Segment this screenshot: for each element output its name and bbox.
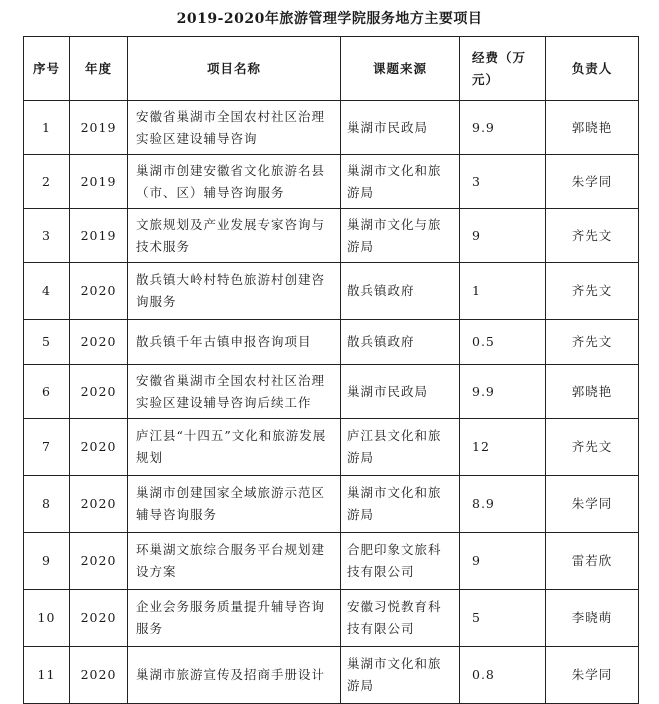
cell-source: 庐江县文化和旅游局 <box>341 419 460 476</box>
cell-no: 5 <box>24 320 70 365</box>
cell-name: 散兵镇千年古镇申报咨询项目 <box>128 320 341 365</box>
header-row <box>24 37 639 101</box>
table-row <box>24 209 639 263</box>
table-row <box>24 590 639 647</box>
document-title: 2019-2020年旅游管理学院服务地方主要项目 <box>176 11 483 27</box>
cell-no: 2 <box>24 155 70 209</box>
cell-year: 2020 <box>70 320 128 365</box>
cell-owner: 齐先文 <box>546 320 639 365</box>
header-no: 序号 <box>24 37 70 101</box>
cell-source: 散兵镇政府 <box>341 263 460 320</box>
cell-name: 巢湖市旅游宣传及招商手册设计 <box>128 647 341 704</box>
cell-name: 企业会务服务质量提升辅导咨询服务 <box>128 590 341 647</box>
cell-owner: 齐先文 <box>546 263 639 320</box>
cell-year: 2020 <box>70 533 128 590</box>
header-source: 课题来源 <box>341 37 460 101</box>
cell-no: 3 <box>24 209 70 263</box>
cell-owner: 郭晓艳 <box>546 101 639 155</box>
cell-year: 2020 <box>70 647 128 704</box>
header-name: 项目名称 <box>128 37 341 101</box>
header-owner: 负责人 <box>546 37 639 101</box>
cell-year: 2020 <box>70 419 128 476</box>
cell-fee: 5 <box>460 590 546 647</box>
cell-source: 巢湖市文化与旅游局 <box>341 209 460 263</box>
cell-fee: 12 <box>460 419 546 476</box>
cell-no: 9 <box>24 533 70 590</box>
cell-name: 庐江县“十四五”文化和旅游发展规划 <box>128 419 341 476</box>
table-row <box>24 320 639 365</box>
cell-name: 散兵镇大岭村特色旅游村创建咨询服务 <box>128 263 341 320</box>
cell-fee: 9.9 <box>460 101 546 155</box>
table-row <box>24 476 639 533</box>
cell-source: 巢湖市民政局 <box>341 101 460 155</box>
cell-source: 巢湖市文化和旅游局 <box>341 155 460 209</box>
cell-name: 环巢湖文旅综合服务平台规划建设方案 <box>128 533 341 590</box>
cell-no: 10 <box>24 590 70 647</box>
cell-owner: 朱学同 <box>546 476 639 533</box>
cell-owner: 朱学同 <box>546 155 639 209</box>
cell-year: 2019 <box>70 101 128 155</box>
cell-fee: 0.8 <box>460 647 546 704</box>
cell-year: 2020 <box>70 263 128 320</box>
cell-name: 巢湖市创建国家全域旅游示范区辅导咨询服务 <box>128 476 341 533</box>
cell-source: 巢湖市民政局 <box>341 365 460 419</box>
cell-owner: 雷若欣 <box>546 533 639 590</box>
cell-name: 文旅规划及产业发展专家咨询与技术服务 <box>128 209 341 263</box>
cell-no: 7 <box>24 419 70 476</box>
cell-year: 2020 <box>70 476 128 533</box>
cell-source: 巢湖市文化和旅游局 <box>341 476 460 533</box>
table-row <box>24 533 639 590</box>
cell-no: 4 <box>24 263 70 320</box>
header-year: 年度 <box>70 37 128 101</box>
cell-fee: 8.9 <box>460 476 546 533</box>
header-fee: 经费（万元） <box>460 37 546 101</box>
cell-no: 8 <box>24 476 70 533</box>
cell-fee: 1 <box>460 263 546 320</box>
cell-fee: 0.5 <box>460 320 546 365</box>
cell-fee: 9 <box>460 533 546 590</box>
cell-source: 安徽习悦教育科技有限公司 <box>341 590 460 647</box>
cell-owner: 郭晓艳 <box>546 365 639 419</box>
table-row <box>24 101 639 155</box>
projects-table <box>23 36 639 704</box>
cell-owner: 李晓萌 <box>546 590 639 647</box>
cell-year: 2020 <box>70 590 128 647</box>
cell-source: 巢湖市文化和旅游局 <box>341 647 460 704</box>
cell-year: 2020 <box>70 365 128 419</box>
cell-no: 6 <box>24 365 70 419</box>
cell-source: 散兵镇政府 <box>341 320 460 365</box>
cell-year: 2019 <box>70 155 128 209</box>
table-row <box>24 365 639 419</box>
cell-name: 巢湖市创建安徽省文化旅游名县（市、区）辅导咨询服务 <box>128 155 341 209</box>
cell-fee: 9 <box>460 209 546 263</box>
cell-owner: 齐先文 <box>546 209 639 263</box>
cell-source: 合肥印象文旅科技有限公司 <box>341 533 460 590</box>
cell-owner: 齐先文 <box>546 419 639 476</box>
cell-no: 11 <box>24 647 70 704</box>
cell-fee: 9.9 <box>460 365 546 419</box>
cell-fee: 3 <box>460 155 546 209</box>
cell-owner: 朱学同 <box>546 647 639 704</box>
cell-no: 1 <box>24 101 70 155</box>
table-row <box>24 419 639 476</box>
cell-name: 安徽省巢湖市全国农村社区治理实验区建设辅导咨询 <box>128 101 341 155</box>
table-row <box>24 155 639 209</box>
table-row <box>24 647 639 704</box>
cell-year: 2019 <box>70 209 128 263</box>
cell-name: 安徽省巢湖市全国农村社区治理实验区建设辅导咨询后续工作 <box>128 365 341 419</box>
table-row <box>24 263 639 320</box>
